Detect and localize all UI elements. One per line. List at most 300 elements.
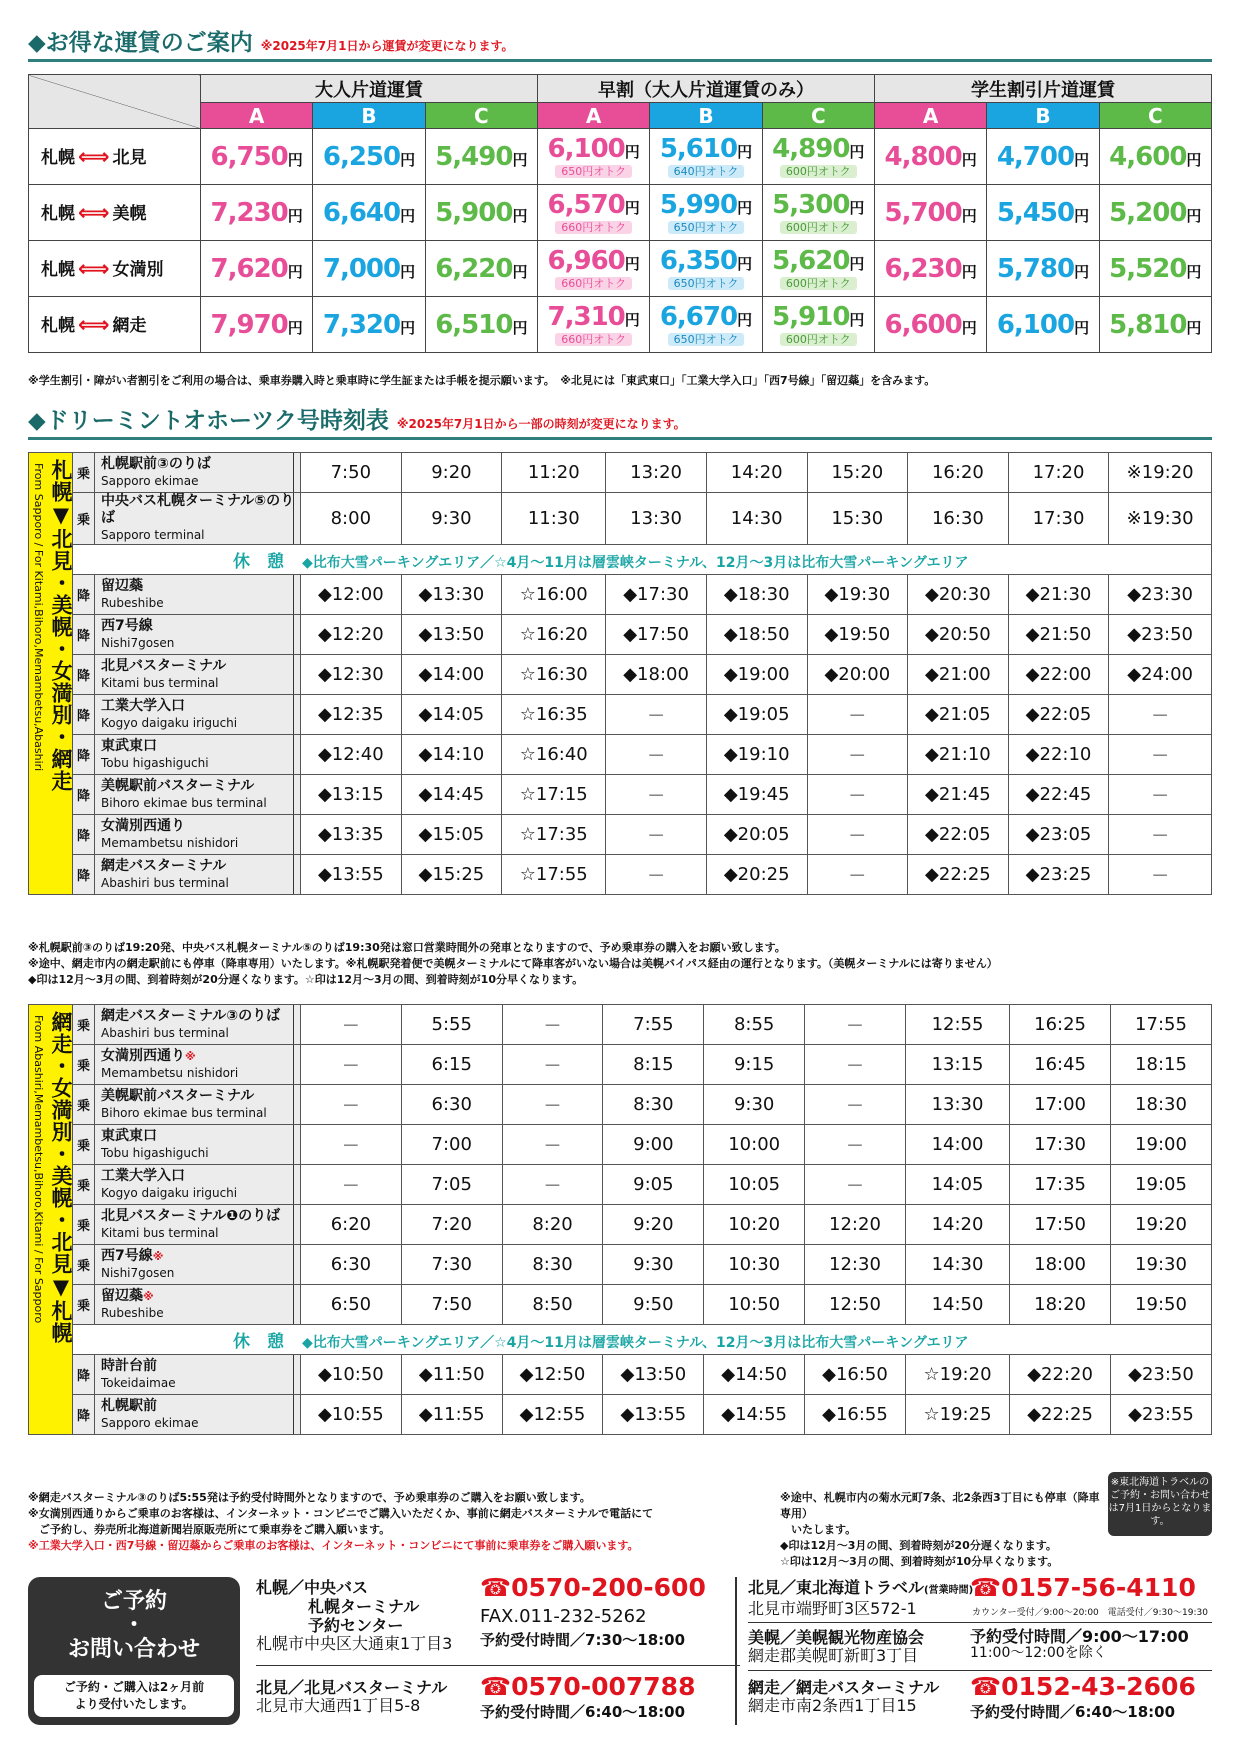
fare-price <box>875 141 986 172</box>
fare-value: 4,600 <box>1109 141 1187 172</box>
fare-price-cell <box>1099 129 1211 185</box>
route-from: 札幌 <box>41 315 75 336</box>
double-arrow-icon: ⟺ <box>78 201 110 227</box>
direction-line <box>293 453 294 492</box>
fare-value: 7,310 <box>547 301 625 332</box>
yen-unit: 円 <box>1074 318 1090 337</box>
contact-divider <box>748 1670 1212 1671</box>
fare-price-cell <box>874 185 986 241</box>
yen-unit: 円 <box>737 198 753 217</box>
departure-time: 8:50 <box>502 1285 603 1325</box>
fare-price <box>538 245 649 276</box>
inbound-note: ※途中、札幌市内の菊水元町7条、北2条西3丁目にも停車（降車専用） <box>780 1491 1100 1520</box>
route-to: 北見 <box>112 147 147 168</box>
departure-time: ◆19:10 <box>706 735 807 775</box>
fare-price <box>650 301 761 332</box>
rest-stop-cell <box>73 1325 1212 1355</box>
stop-name: 北見バスターミナル <box>101 657 227 674</box>
fare-route <box>29 241 201 297</box>
fare-value: 6,510 <box>435 309 513 340</box>
stop-name-en: Kitami bus terminal <box>101 675 219 690</box>
stop-name: 東武東口 <box>101 1127 157 1144</box>
departure-time: ◆19:45 <box>706 775 807 815</box>
fare-row <box>29 185 1212 241</box>
office-sapporo-fax: FAX.011-232-5262 <box>480 1606 647 1627</box>
office-hours: 11:00～12:00を除く <box>970 1645 1107 1661</box>
departure-time: 10:00 <box>704 1125 805 1165</box>
stop-name-en: Memambetsu nishidori <box>101 1065 239 1080</box>
direction-line <box>293 735 294 774</box>
departure-time: － <box>1109 855 1212 895</box>
departure-time: 19:05 <box>1110 1165 1211 1205</box>
departure-time: 16:30 <box>908 493 1009 545</box>
fare-price <box>201 197 312 228</box>
departure-time: 6:15 <box>401 1045 502 1085</box>
fare-price-cell <box>874 241 986 297</box>
timetable-row <box>29 615 1212 655</box>
departure-time: － <box>502 1165 603 1205</box>
stop-name-cell <box>95 1165 301 1205</box>
stop-name-ja <box>101 1398 300 1415</box>
stop-name: 中央バス札幌ターミナル⑤のりば <box>101 493 295 526</box>
office-name: 札幌ターミナル <box>308 1597 420 1616</box>
direction-line <box>293 1165 294 1204</box>
direction-line <box>293 1205 294 1244</box>
fare-value: 7,000 <box>322 253 401 284</box>
departure-time: 9:15 <box>704 1045 805 1085</box>
fare-value: 7,320 <box>322 309 401 340</box>
fare-class-header: C <box>425 103 537 129</box>
office-abashiri-tel[interactable]: ☎0152-43-2606 <box>970 1672 1196 1701</box>
stop-name-en: Sapporo ekimae <box>101 473 199 488</box>
stop-name-cell <box>95 1285 301 1325</box>
stop-name-cell <box>95 493 301 545</box>
fare-class-header: A <box>874 103 986 129</box>
stop-name-en: Nishi7gosen <box>101 635 175 650</box>
departure-time: － <box>1109 735 1212 775</box>
fare-value: 5,910 <box>772 301 850 332</box>
departure-time: 19:50 <box>1110 1285 1211 1325</box>
departure-time: ◆20:25 <box>706 855 807 895</box>
fare-group-early: 早割（大人片道運賃のみ） <box>537 75 874 103</box>
stop-name-ja <box>101 1128 300 1145</box>
savings-badge: 650円オトク <box>668 221 745 234</box>
fare-value: 5,700 <box>884 197 962 228</box>
departure-time: 7:20 <box>401 1205 502 1245</box>
timetable-row <box>29 575 1212 615</box>
departure-time: ◆23:30 <box>1109 575 1212 615</box>
departure-time: 7:50 <box>401 1285 502 1325</box>
departure-time: 14:50 <box>905 1285 1009 1325</box>
savings-badge: 600円オトク <box>780 277 857 290</box>
outbound-note: ◆印は12月～3月の間、到着時刻が20分遅くなります。☆印は12月～3月の間、到着時刻が10分早くなります。 <box>28 973 584 986</box>
stop-name-ja <box>101 738 300 755</box>
stop-name-ja <box>101 456 300 473</box>
route-to: 美幌 <box>112 203 147 224</box>
departure-time: ◆22:05 <box>908 815 1009 855</box>
outbound-note: ※途中、網走市内の網走駅前にも停車（降車専用）いたします。※札幌駅発着便で美幌ターミナルにて降車客がいない場合は美幌バイパス経由の運行となります。（美幌ターミナルには寄りません） <box>28 957 998 970</box>
outbound-note: ※札幌駅前③のりば19:20発、中央バス札幌ターミナル⑤のりば19:30発は窓口営業時間外の発車となりますので、予め乗車券の購入をお願い致します。 <box>28 941 786 954</box>
office-kitami-bt-tel[interactable]: ☎0570-007788 <box>480 1672 696 1701</box>
stop-kind: 降 <box>73 575 95 615</box>
fare-price <box>987 253 1098 284</box>
office-address: 札幌市中央区大通東1丁目3 <box>256 1634 453 1653</box>
yen-unit: 円 <box>1186 150 1202 169</box>
stop-name-cell <box>95 815 301 855</box>
timetable-row <box>29 1395 1212 1435</box>
departure-time: － <box>1109 695 1212 735</box>
contact-subtitle <box>34 1675 234 1717</box>
departure-time: ◆14:05 <box>401 695 502 735</box>
timetable-section-header <box>28 406 1212 440</box>
timetable-row <box>29 1285 1212 1325</box>
fare-price-cell <box>650 297 762 353</box>
inbound-note: ご予約し、券売所北海道新聞岩原販売所にて乗車券をご購入願います。 <box>28 1523 391 1536</box>
fare-value: 4,890 <box>772 133 850 164</box>
rest-text: ◆比布大雪パーキングエリア／☆4月～11月は層雲峡ターミナル、12月～3月は比布大雪パーキングエリア <box>302 555 969 571</box>
departure-time: ◆13:55 <box>301 855 402 895</box>
stop-kind: 降 <box>73 695 95 735</box>
stop-name-ja <box>101 1208 300 1225</box>
stop-name-cell <box>95 1245 301 1285</box>
departure-time: 14:30 <box>706 493 807 545</box>
fare-value: 5,490 <box>435 141 513 172</box>
fare-group-adult: 大人片道運賃 <box>201 75 538 103</box>
departure-time: 6:20 <box>301 1205 402 1245</box>
fare-price-cell <box>425 185 537 241</box>
departure-time: ☆16:20 <box>502 615 606 655</box>
timetable-row <box>29 1205 1212 1245</box>
departure-time: 19:30 <box>1110 1245 1211 1285</box>
fare-value: 4,800 <box>884 141 962 172</box>
stop-name-en: Tokeidaimae <box>101 1375 176 1390</box>
yen-unit: 円 <box>512 206 528 225</box>
fare-class-header: B <box>313 103 425 129</box>
departure-time: ☆19:20 <box>905 1355 1009 1395</box>
departure-time: 7:00 <box>401 1125 502 1165</box>
departure-time: ◆21:05 <box>908 695 1009 735</box>
fare-price-cell <box>762 129 874 185</box>
fare-value: 6,670 <box>659 301 738 332</box>
stop-name: 網走バスターミナル <box>101 857 227 874</box>
stop-kind: 乗 <box>73 1205 95 1245</box>
fare-value: 7,230 <box>210 197 288 228</box>
departure-time: 9:30 <box>704 1085 805 1125</box>
inbound-note: ◆印は12月～3月の間、到着時刻が20分遅くなります。 <box>780 1539 1057 1552</box>
fare-class-header: A <box>537 103 649 129</box>
departure-time: ◆11:50 <box>401 1355 502 1395</box>
stop-name-cell <box>95 1395 301 1435</box>
departure-time: － <box>502 1085 603 1125</box>
inbound-note: ☆印は12月～3月の間、到着時刻が10分早くなります。 <box>780 1555 1059 1568</box>
fare-route <box>29 297 201 353</box>
departure-time: ◆22:05 <box>1008 695 1109 735</box>
timetable-row <box>29 855 1212 895</box>
fare-row <box>29 297 1212 353</box>
fare-price <box>987 197 1098 228</box>
departure-time: － <box>807 695 908 735</box>
fare-value: 5,300 <box>772 189 850 220</box>
rest-stop-row <box>29 1325 1212 1355</box>
departure-time: － <box>606 855 707 895</box>
fare-price-cell <box>762 297 874 353</box>
departure-time: ◆16:55 <box>805 1395 906 1435</box>
yen-unit: 円 <box>287 318 303 337</box>
contact-subtitle-line: ご予約・ご購入は2ヶ月前 <box>63 1680 205 1694</box>
departure-time: 10:30 <box>704 1245 805 1285</box>
savings-badge: 600円オトク <box>780 165 857 178</box>
stop-name: 東武東口 <box>101 737 157 754</box>
stop-name-en: Kogyo daigaku iriguchi <box>101 1185 238 1200</box>
fare-row <box>29 241 1212 297</box>
fare-value: 6,100 <box>996 309 1075 340</box>
departure-time: ◆14:55 <box>704 1395 805 1435</box>
stop-name-en: Abashiri bus terminal <box>101 875 229 890</box>
stop-kind: 乗 <box>73 453 95 493</box>
stop-name-en: Sapporo terminal <box>101 528 205 542</box>
stop-name-ja <box>101 1288 300 1305</box>
timetable-row <box>29 1125 1212 1165</box>
stop-name: 留辺蘂 <box>101 1287 143 1304</box>
direction-ja: 札幌▼北見・美幌・女満別・網走 <box>49 459 73 792</box>
departure-time: － <box>807 775 908 815</box>
departure-time: ◆13:30 <box>401 575 502 615</box>
office-name-main: 北見／東北海道トラベル <box>748 1578 925 1597</box>
departure-time: ◆22:45 <box>1008 775 1109 815</box>
fare-price-cell <box>201 185 313 241</box>
contact-divider <box>256 1665 740 1666</box>
stop-name-en: Bihoro ekimae bus terminal <box>101 1105 267 1120</box>
inbound-notes-left <box>28 1490 768 1554</box>
direction-line <box>293 615 294 654</box>
stop-kind: 乗 <box>73 1165 95 1205</box>
departure-time: ◆22:25 <box>1010 1395 1111 1435</box>
fare-price-cell <box>313 297 425 353</box>
departure-time: － <box>805 1045 906 1085</box>
departure-time: － <box>301 1125 402 1165</box>
departure-time: ◆10:50 <box>301 1355 402 1395</box>
departure-time: － <box>807 855 908 895</box>
departure-time: － <box>301 1045 402 1085</box>
timetable-row <box>29 775 1212 815</box>
departure-time: 16:20 <box>908 453 1009 493</box>
fare-price <box>313 309 424 340</box>
stop-name: 工業大学入口 <box>101 697 185 714</box>
stop-kind: 降 <box>73 1355 95 1395</box>
stop-name-ja <box>101 1248 300 1265</box>
departure-time: 8:30 <box>502 1245 603 1285</box>
stop-name: 美幌駅前バスターミナル <box>101 1087 255 1104</box>
departure-time: － <box>502 1045 603 1085</box>
office-address: 網走市南2条西1丁目15 <box>748 1696 917 1715</box>
departure-time: 19:00 <box>1110 1125 1211 1165</box>
timetable-inbound <box>28 1004 1212 1435</box>
direction-line <box>293 855 294 894</box>
fare-price <box>763 301 874 332</box>
departure-time: 14:00 <box>905 1125 1009 1165</box>
stop-name-ja <box>101 618 300 635</box>
stop-name-en: Bihoro ekimae bus terminal <box>101 795 267 810</box>
departure-time: ◆21:10 <box>908 735 1009 775</box>
departure-time: － <box>1109 815 1212 855</box>
departure-time: ◆19:05 <box>706 695 807 735</box>
departure-time: 8:00 <box>301 493 402 545</box>
yen-unit: 円 <box>849 310 865 329</box>
departure-time: － <box>805 1125 906 1165</box>
departure-time: － <box>807 735 908 775</box>
stop-name-cell <box>95 575 301 615</box>
stop-name-ja <box>101 493 300 527</box>
departure-time: ◆17:30 <box>606 575 707 615</box>
fare-price-cell <box>537 185 649 241</box>
stop-name-ja <box>101 578 300 595</box>
direction-line <box>293 1355 294 1394</box>
fare-price-cell <box>987 185 1099 241</box>
stop-name: 時計台前 <box>101 1357 157 1374</box>
departure-time: 6:50 <box>301 1285 402 1325</box>
fare-price-cell <box>1099 297 1211 353</box>
fare-section-note: ※2025年7月1日から運賃が変更になります。 <box>260 39 514 53</box>
departure-time: － <box>502 1005 603 1045</box>
fare-price-cell <box>1099 185 1211 241</box>
departure-time: － <box>606 815 707 855</box>
fare-route <box>29 129 201 185</box>
stop-kind: 乗 <box>73 1285 95 1325</box>
stop-mark: ※ <box>185 1049 196 1063</box>
departure-time: 14:05 <box>905 1165 1009 1205</box>
stop-kind: 降 <box>73 1395 95 1435</box>
yen-unit: 円 <box>1074 150 1090 169</box>
fare-value: 5,990 <box>659 189 738 220</box>
departure-time: － <box>301 1085 402 1125</box>
stop-kind: 乗 <box>73 1085 95 1125</box>
stop-kind: 乗 <box>73 1005 95 1045</box>
departure-time: ◆11:55 <box>401 1395 502 1435</box>
departure-time: ☆19:25 <box>905 1395 1009 1435</box>
fare-price <box>426 253 537 284</box>
office-abashiri-hours: 予約受付時間／6:40～18:00 <box>970 1703 1176 1721</box>
departure-time: ◆22:20 <box>1010 1355 1111 1395</box>
stop-name-ja <box>101 1048 300 1065</box>
fare-price <box>1100 141 1211 172</box>
office-name: 札幌／中央バス <box>256 1578 369 1597</box>
departure-time: － <box>805 1005 906 1045</box>
office-kitami-travel-tel[interactable]: ☎0157-56-4110 <box>970 1573 1196 1602</box>
departure-time: ◆21:50 <box>1008 615 1109 655</box>
fare-price <box>426 309 537 340</box>
office-bihoro-hours <box>970 1628 1189 1662</box>
departure-time: ☆16:35 <box>502 695 606 735</box>
stop-name: 留辺蘂 <box>101 577 143 594</box>
yen-unit: 円 <box>961 318 977 337</box>
fare-price-cell <box>987 241 1099 297</box>
office-name <box>748 1578 973 1600</box>
departure-time: － <box>807 815 908 855</box>
stop-name-en: Memambetsu nishidori <box>101 835 239 850</box>
departure-time: ◆23:50 <box>1109 615 1212 655</box>
departure-time: 8:20 <box>502 1205 603 1245</box>
departure-time: ◆19:50 <box>807 615 908 655</box>
direction-sidebar-inner <box>29 453 72 894</box>
direction-line <box>293 695 294 734</box>
fare-price-cell <box>762 185 874 241</box>
departure-time: 11:20 <box>502 453 606 493</box>
departure-time: － <box>502 1125 603 1165</box>
departure-time: ◆12:20 <box>301 615 402 655</box>
travel-note-box: ※東北海道トラベルのご予約・お問い合わせは7月1日からとなります。 <box>1108 1472 1212 1536</box>
fare-price <box>426 141 537 172</box>
departure-time: 6:30 <box>401 1085 502 1125</box>
stop-name-cell <box>95 775 301 815</box>
stop-name-ja <box>101 1008 300 1025</box>
departure-time: 15:30 <box>807 493 908 545</box>
departure-time: 11:30 <box>502 493 606 545</box>
inbound-note: ※工業大学入口・西7号線・留辺蘂からご乗車のお客様は、インターネット・コンビニにて事前に乗車券をご購入願います。 <box>28 1539 639 1552</box>
direction-line <box>293 1085 294 1124</box>
rest-text: ◆比布大雪パーキングエリア／☆4月～11月は層雲峡ターミナル、12月～3月は比布大雪パーキングエリア <box>302 1335 969 1351</box>
departure-time: 13:30 <box>905 1085 1009 1125</box>
office-sapporo-tel[interactable]: ☎0570-200-600 <box>480 1573 706 1602</box>
fare-price-cell <box>762 241 874 297</box>
office-abashiri <box>748 1678 939 1714</box>
yen-unit: 円 <box>737 142 753 161</box>
departure-time: ◆12:40 <box>301 735 402 775</box>
fare-price <box>763 189 874 220</box>
departure-time: ◆19:30 <box>807 575 908 615</box>
direction-line <box>293 775 294 814</box>
fare-table <box>28 74 1212 353</box>
route-from: 札幌 <box>41 147 75 168</box>
stop-kind: 降 <box>73 815 95 855</box>
departure-time: ◆13:35 <box>301 815 402 855</box>
route-from: 札幌 <box>41 259 75 280</box>
departure-time: 16:45 <box>1010 1045 1111 1085</box>
departure-time: 13:20 <box>606 453 707 493</box>
departure-time: ◆24:00 <box>1109 655 1212 695</box>
direction-sidebar <box>29 1005 73 1435</box>
fare-price <box>763 133 874 164</box>
yen-unit: 円 <box>1186 318 1202 337</box>
fare-value: 5,780 <box>996 253 1075 284</box>
yen-unit: 円 <box>961 206 977 225</box>
departure-time: ◆16:50 <box>805 1355 906 1395</box>
stop-name-en: Sapporo ekimae <box>101 1415 199 1430</box>
direction-line <box>293 1045 294 1084</box>
departure-time: 14:20 <box>905 1205 1009 1245</box>
departure-time: 6:30 <box>301 1245 402 1285</box>
direction-line <box>293 1395 294 1434</box>
savings-badge: 640円オトク <box>668 165 745 178</box>
fare-value: 7,970 <box>210 309 288 340</box>
fare-price <box>763 245 874 276</box>
departure-time: 8:55 <box>704 1005 805 1045</box>
departure-time: ◆18:30 <box>706 575 807 615</box>
departure-time: ◆15:05 <box>401 815 502 855</box>
stop-kind: 降 <box>73 775 95 815</box>
departure-time: － <box>805 1085 906 1125</box>
fare-class-row <box>29 103 1212 129</box>
stop-name-cell <box>95 453 301 493</box>
fare-value: 7,620 <box>210 253 288 284</box>
departure-time: 13:15 <box>905 1045 1009 1085</box>
yen-unit: 円 <box>400 262 416 281</box>
stop-name-ja <box>101 818 300 835</box>
departure-time: 17:30 <box>1010 1125 1111 1165</box>
departure-time: 18:20 <box>1010 1285 1111 1325</box>
fare-row <box>29 129 1212 185</box>
rest-stop-cell <box>73 545 1212 575</box>
office-kitami-travel-hours: カウンター受付／9:00～20:00 電話受付／9:30～19:30 <box>972 1608 1208 1618</box>
